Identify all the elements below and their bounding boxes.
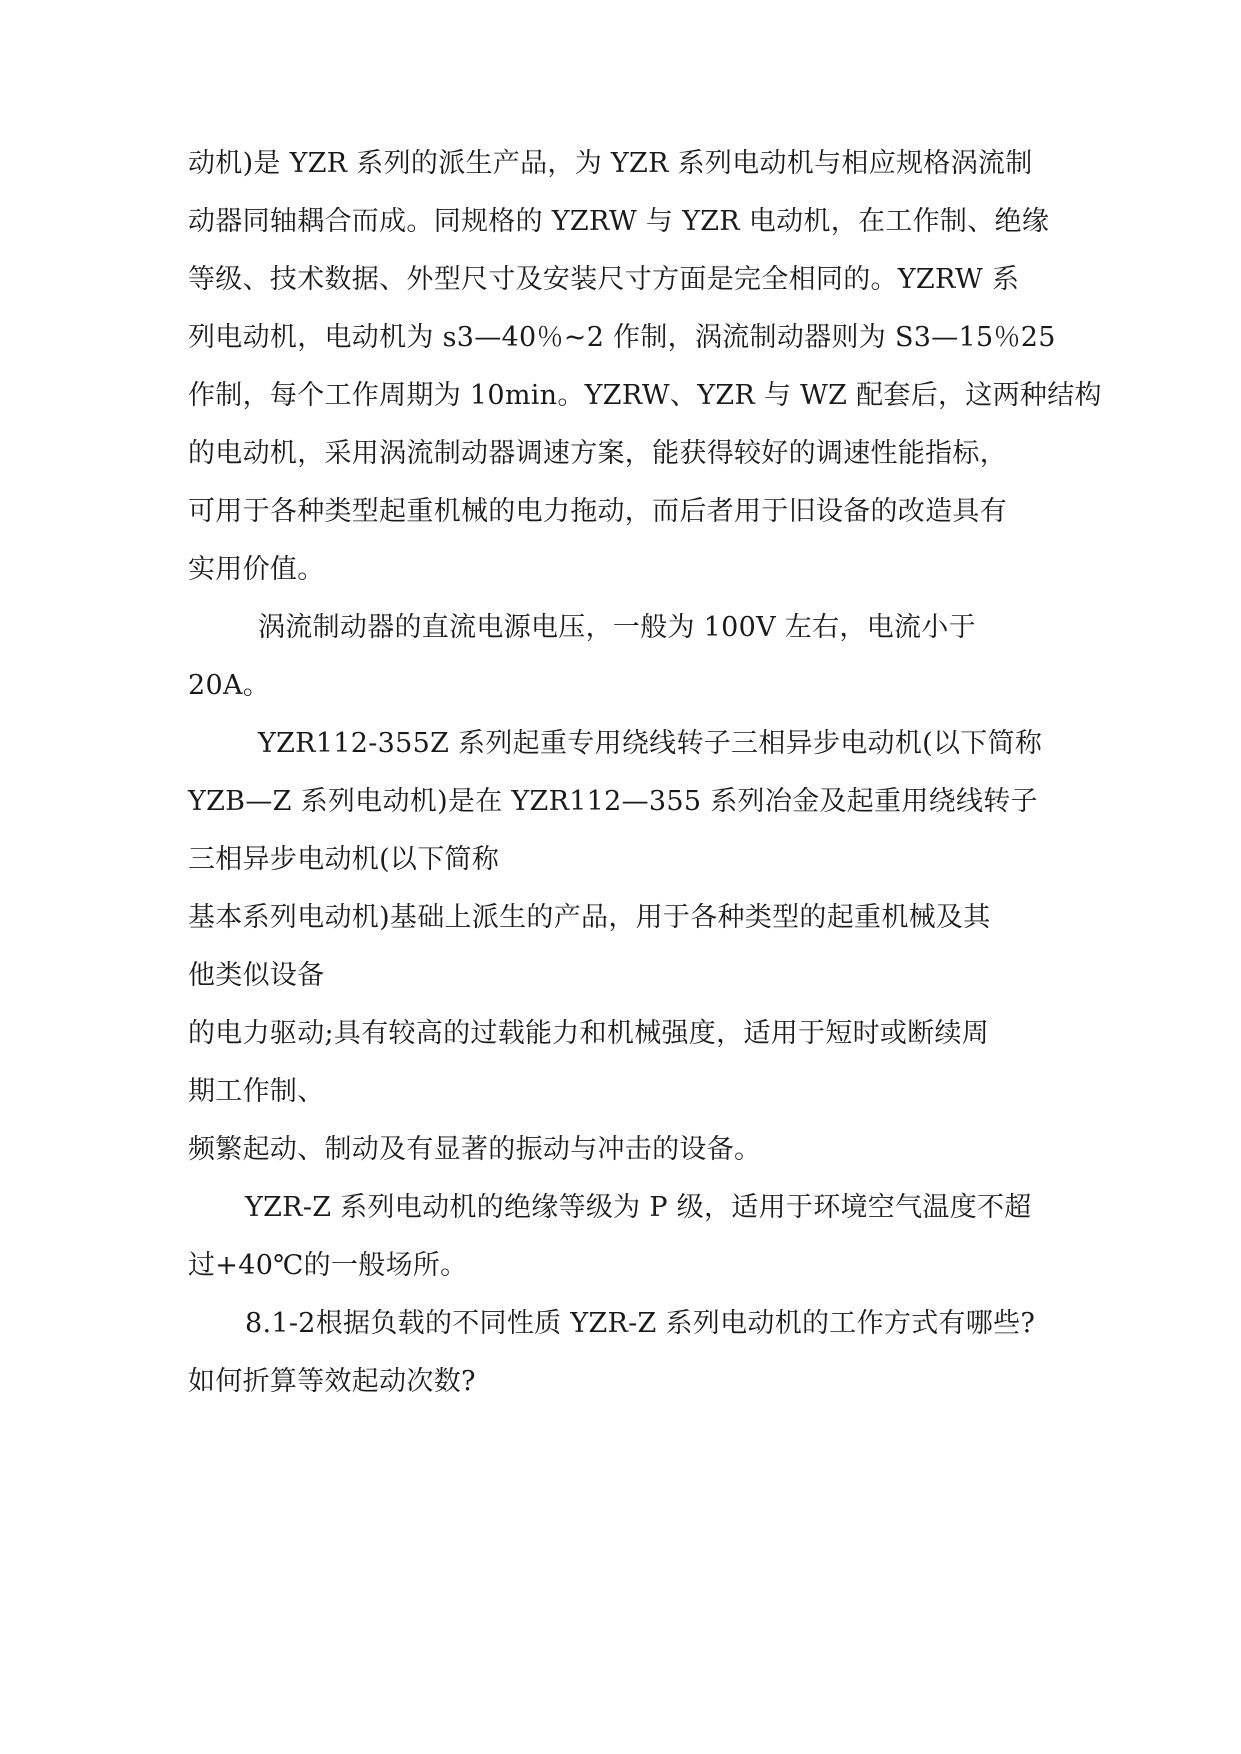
text-line: 动机)是 YZR 系列的派生产品，为 YZR 系列电动机与相应规格涡流制 bbox=[188, 148, 1033, 179]
paragraph-start-line: 涡流制动器的直流电源电压，一般为 100V 左右，电流小于 bbox=[258, 612, 976, 643]
text-line: 20A。 bbox=[188, 670, 271, 701]
text-line: 作制，每个工作周期为 10min。YZRW、YZR 与 WZ 配套后，这两种结构 bbox=[188, 380, 1102, 411]
text-line: 列电动机，电动机为 s3—40％~2 作制，涡流制动器则为 S3—15％25 bbox=[188, 322, 1056, 353]
text-line: 可用于各种类型起重机械的电力拖动，而后者用于旧设备的改造具有 bbox=[188, 496, 1007, 527]
text-line: YZB—Z 系列电动机)是在 YZR112—355 系列冶金及起重用绕线转子 bbox=[188, 786, 1038, 817]
paragraph-start-line: YZR112-355Z 系列起重专用绕线转子三相异步电动机(以下简称 bbox=[258, 728, 1043, 759]
text-line: 的电动机，采用涡流制动器调速方案，能获得较好的调速性能指标， bbox=[188, 438, 1007, 469]
text-line: 他类似设备 bbox=[188, 960, 325, 991]
text-line: 动器同轴耦合而成。同规格的 YZRW 与 YZR 电动机，在工作制、绝缘 bbox=[188, 206, 1050, 237]
text-line: 等级、技术数据、外型尺寸及安装尺寸方面是完全相同的。YZRW 系 bbox=[188, 264, 1020, 295]
text-line: 频繁起动、制动及有显著的振动与冲击的设备。 bbox=[188, 1134, 762, 1165]
section-question-line: 8.1-2根据负载的不同性质 YZR-Z 系列电动机的工作方式有哪些? bbox=[245, 1308, 1036, 1339]
text-line: 期工作制、 bbox=[188, 1076, 325, 1107]
text-line: 实用价值。 bbox=[188, 554, 325, 585]
text-line: 三相异步电动机(以下简称 bbox=[188, 844, 500, 875]
text-line: 过+40℃的一般场所。 bbox=[188, 1250, 468, 1281]
paragraph-start-line: YZR-Z 系列电动机的绝缘等级为 P 级，适用于环境空气温度不超 bbox=[245, 1192, 1032, 1223]
section-question-line: 如何折算等效起动次数? bbox=[188, 1366, 476, 1397]
text-line: 基本系列电动机)基础上派生的产品，用于各种类型的起重机械及其 bbox=[188, 902, 991, 933]
text-line: 的电力驱动;具有较高的过载能力和机械强度，适用于短时或断续周 bbox=[188, 1018, 990, 1049]
